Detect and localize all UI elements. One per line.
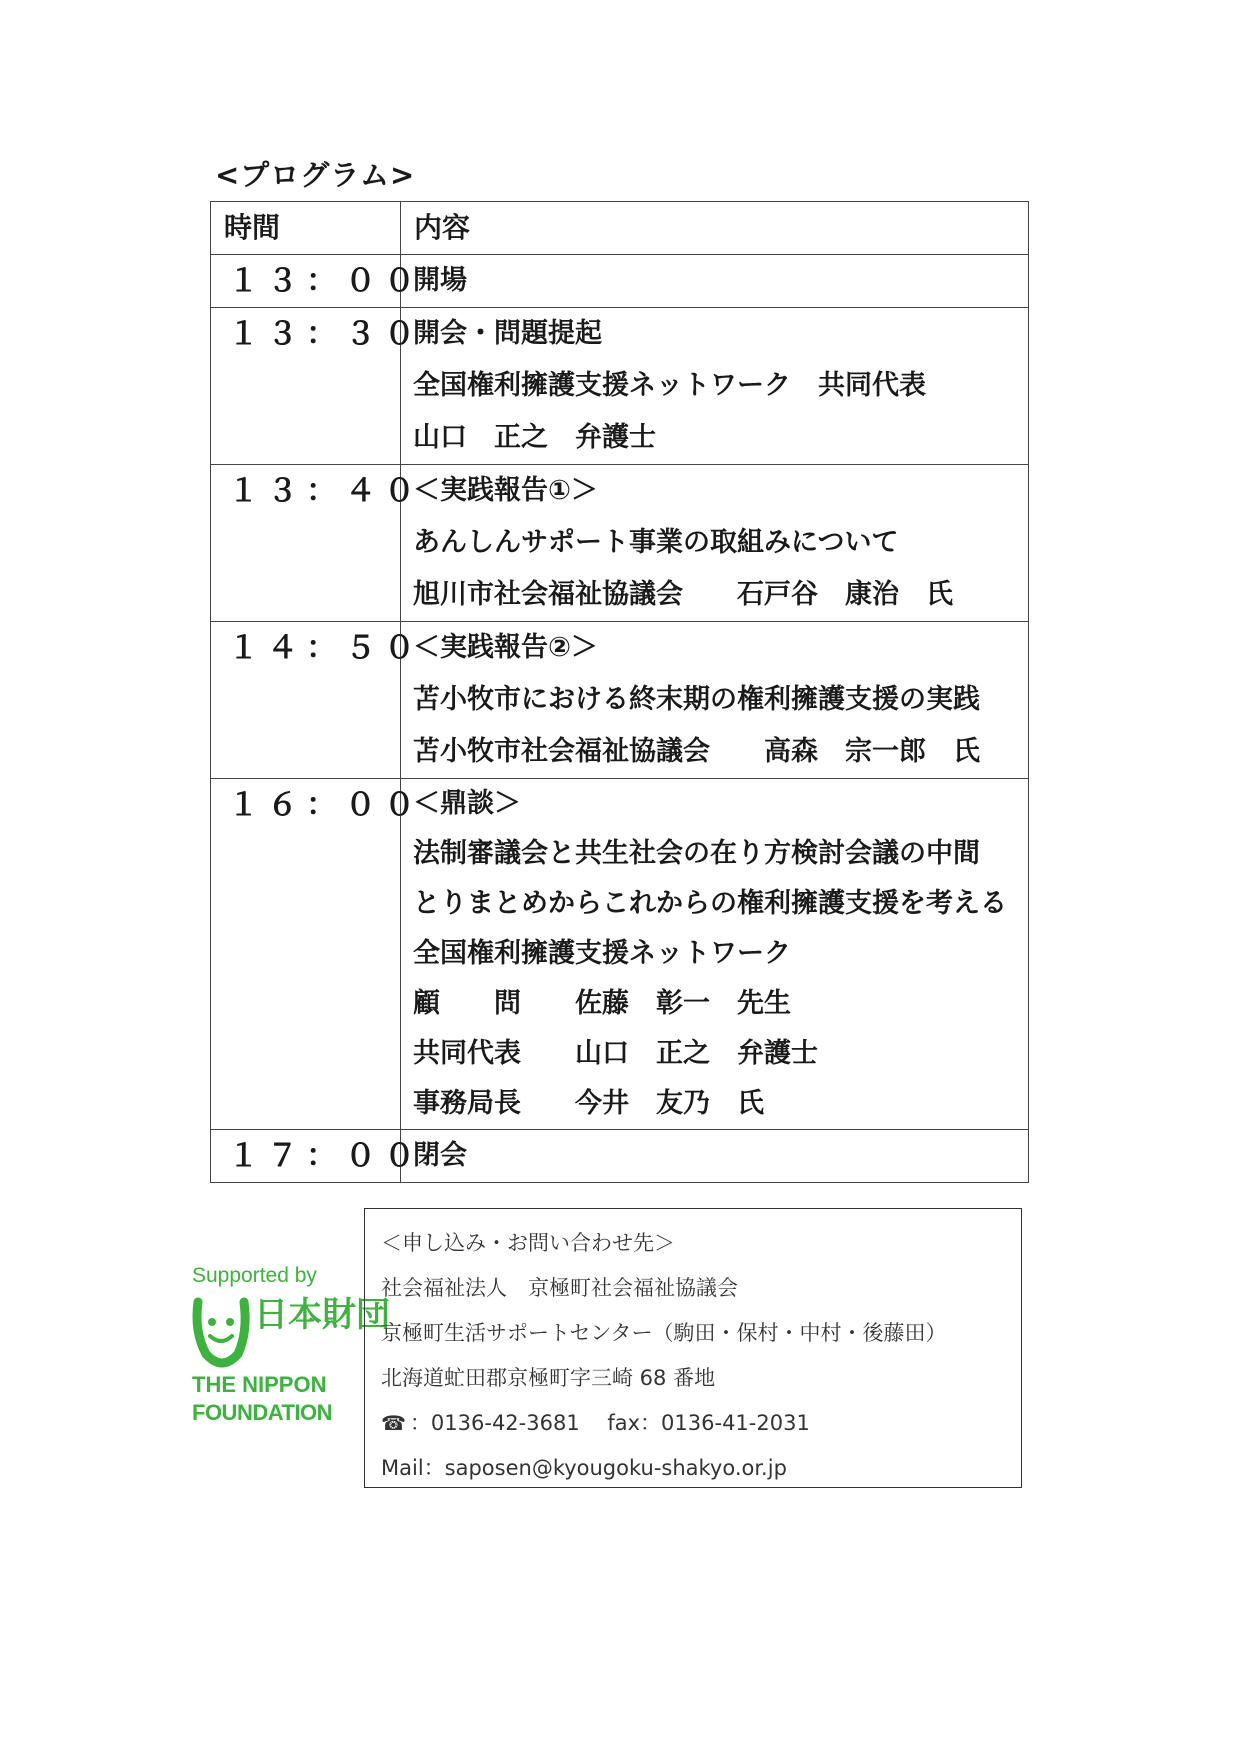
content-cell [401, 1130, 1029, 1183]
content-line: 全国権利擁護支援ネットワーク 共同代表 [413, 370, 926, 401]
content-line: 法制審議会と共生社会の在り方検討会議の中間 [413, 838, 980, 869]
table-header-row [211, 202, 1029, 255]
content-line: 事務局長 今井 友乃 氏 [413, 1088, 764, 1119]
content-line: ＜実践報告①＞ [413, 475, 598, 506]
time-cell: １６：００ [211, 779, 401, 1130]
contact-mail: Mail：saposen@kyougoku-shakyo.or.jp [381, 1456, 787, 1480]
foundation-name-line1: THE NIPPON [192, 1372, 327, 1397]
contact-box [364, 1208, 1022, 1488]
contact-phone-line [381, 1401, 1021, 1446]
contact-phone: ：0136-42-3681 fax：0136-41-2031 [409, 1411, 810, 1435]
table-row [211, 1130, 1029, 1183]
content-line: 苫小牧市における終末期の権利擁護支援の実践 [413, 684, 980, 715]
table-row [211, 622, 1029, 779]
table-row [211, 255, 1029, 308]
time-cell: １７：００ [211, 1130, 401, 1183]
foundation-name-line2: FOUNDATION [192, 1400, 333, 1425]
time-cell: １３：４０ [211, 465, 401, 622]
content-line: 全国権利擁護支援ネットワーク [413, 938, 791, 969]
svg-text:日本財団: 日本財団 [254, 1295, 390, 1335]
supported-by-text: Supported by [192, 1264, 317, 1287]
content-cell [401, 308, 1029, 465]
content-line: ＜実践報告②＞ [413, 632, 598, 663]
content-line: あんしんサポート事業の取組みについて [413, 527, 899, 558]
time-cell: １４：５０ [211, 622, 401, 779]
table-row [211, 465, 1029, 622]
table-row [211, 779, 1029, 1130]
content-line: 開場 [413, 265, 467, 296]
contact-center: 京極町生活サポートセンター（駒田・保村・中村・後藤田） [381, 1321, 947, 1345]
contact-title: ＜申し込み・お問い合わせ先＞ [381, 1231, 675, 1255]
contact-address: 北海道虻田郡京極町字三崎 68 番地 [381, 1366, 716, 1390]
content-cell [401, 255, 1029, 308]
time-header: 時間 [211, 202, 401, 255]
program-table [210, 201, 1029, 1183]
program-heading: <プログラム> [215, 158, 416, 192]
content-cell [401, 779, 1029, 1130]
time-cell: １３：００ [211, 255, 401, 308]
content-line: 旭川市社会福祉協議会 石戸谷 康治 氏 [413, 579, 953, 610]
content-line: 開会・問題提起 [413, 318, 602, 349]
content-header: 内容 [401, 202, 1029, 255]
content-line: 顧 問 佐藤 彰一 先生 [413, 988, 791, 1019]
content-cell [401, 622, 1029, 779]
content-line: 苫小牧市社会福祉協議会 高森 宗一郎 氏 [413, 736, 980, 767]
nippon-foundation-logo [186, 1264, 390, 1434]
content-line: 共同代表 山口 正之 弁護士 [413, 1038, 818, 1069]
content-line: ＜鼎談＞ [413, 788, 521, 819]
nippon-foundation-emblem-icon [192, 1292, 390, 1372]
content-cell [401, 465, 1029, 622]
table-row [211, 308, 1029, 465]
content-line: 山口 正之 弁護士 [413, 422, 656, 453]
time-cell: １３：３０ [211, 308, 401, 465]
content-line: 閉会 [413, 1140, 467, 1171]
contact-org: 社会福祉法人 京極町社会福祉協議会 [381, 1276, 738, 1300]
telephone-icon: ☎ [381, 1411, 406, 1435]
content-line: とりまとめからこれからの権利擁護支援を考える [413, 888, 1007, 919]
